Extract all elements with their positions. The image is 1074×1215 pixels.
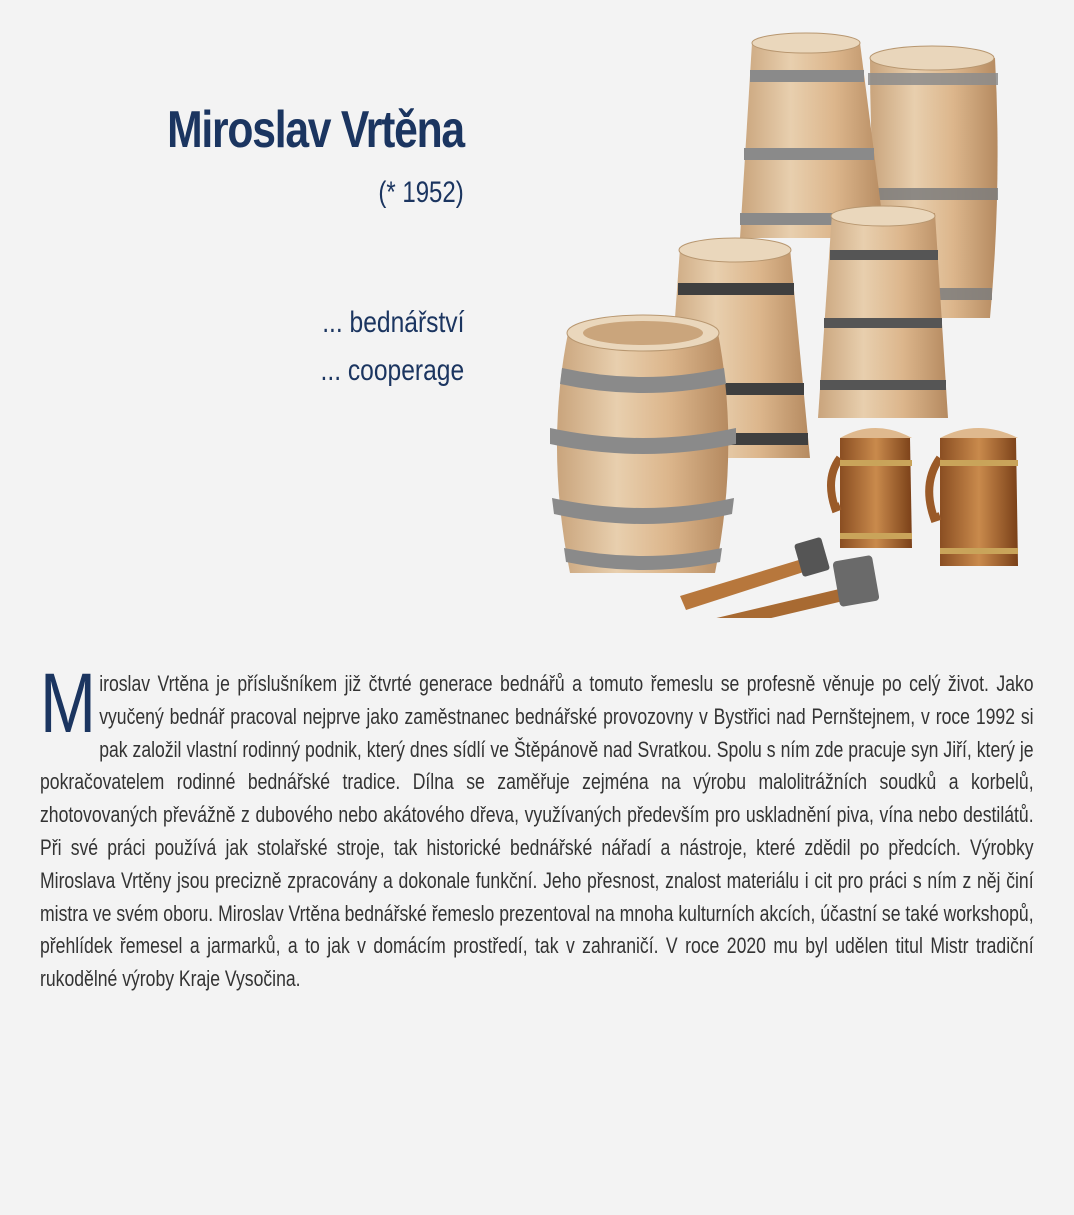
biography — [40, 656, 1034, 996]
barrel-front — [550, 315, 736, 573]
barrels-photo — [540, 28, 1060, 618]
barrel-right — [818, 206, 948, 418]
birth-year: (* 1952) — [378, 176, 464, 209]
tankard-right — [929, 428, 1018, 566]
craft-english: ... cooperage — [320, 354, 464, 387]
page-title: Miroslav Vrtěna — [167, 101, 464, 159]
tankard-left — [831, 428, 912, 548]
craft-czech: ... bednářství — [321, 306, 464, 339]
biography-text: iroslav Vrtěna je příslušníkem již čtvrté generace bednářů a tomuto řemeslu se profesně věnuje po celý život. Jako vyučený bednář pracoval nejprve jako zaměstnanec bednářské provozovny v Bystřici nad Pernštejnem, v roce 1992 si pak založil vlastní rodinný podnik, který dnes sídlí ve Štěpánově nad Svratkou. Spolu s ním zde pracuje syn Jiří, který je pokračovatelem rodinné bednářské tradice. Dílna se zaměřuje zejména na výrobu malolitrážních soudků a korbelů, zhotovovaných převážně z dubového nebo akátového dřeva, využívaných především pro uskladnění piva, vína nebo destilátů. Při své práci používá jak stolařské stroje, tak historické bednářské nářadí a nástroje, které zdědil po předcích. Výrobky Miroslava Vrtěny jsou precizně zpracovány a dokonale funkční. Jeho přesnost, znalost materiálu i cit pro práci s ním z něj činí mistra ve svém oboru. Miroslav Vrtěna bednářské řemeslo prezentoval na mnoha kulturních akcích, účastní se také workshopů, přehlídek řemesel a jarmarků, a to jak v domácím prostředí, tak v zahraničí. V roce 2020 mu byl udělen titul Mistr tradiční rukodělné výroby Kraje Vysočina. — [40, 671, 1034, 992]
drop-cap: M — [40, 656, 96, 750]
